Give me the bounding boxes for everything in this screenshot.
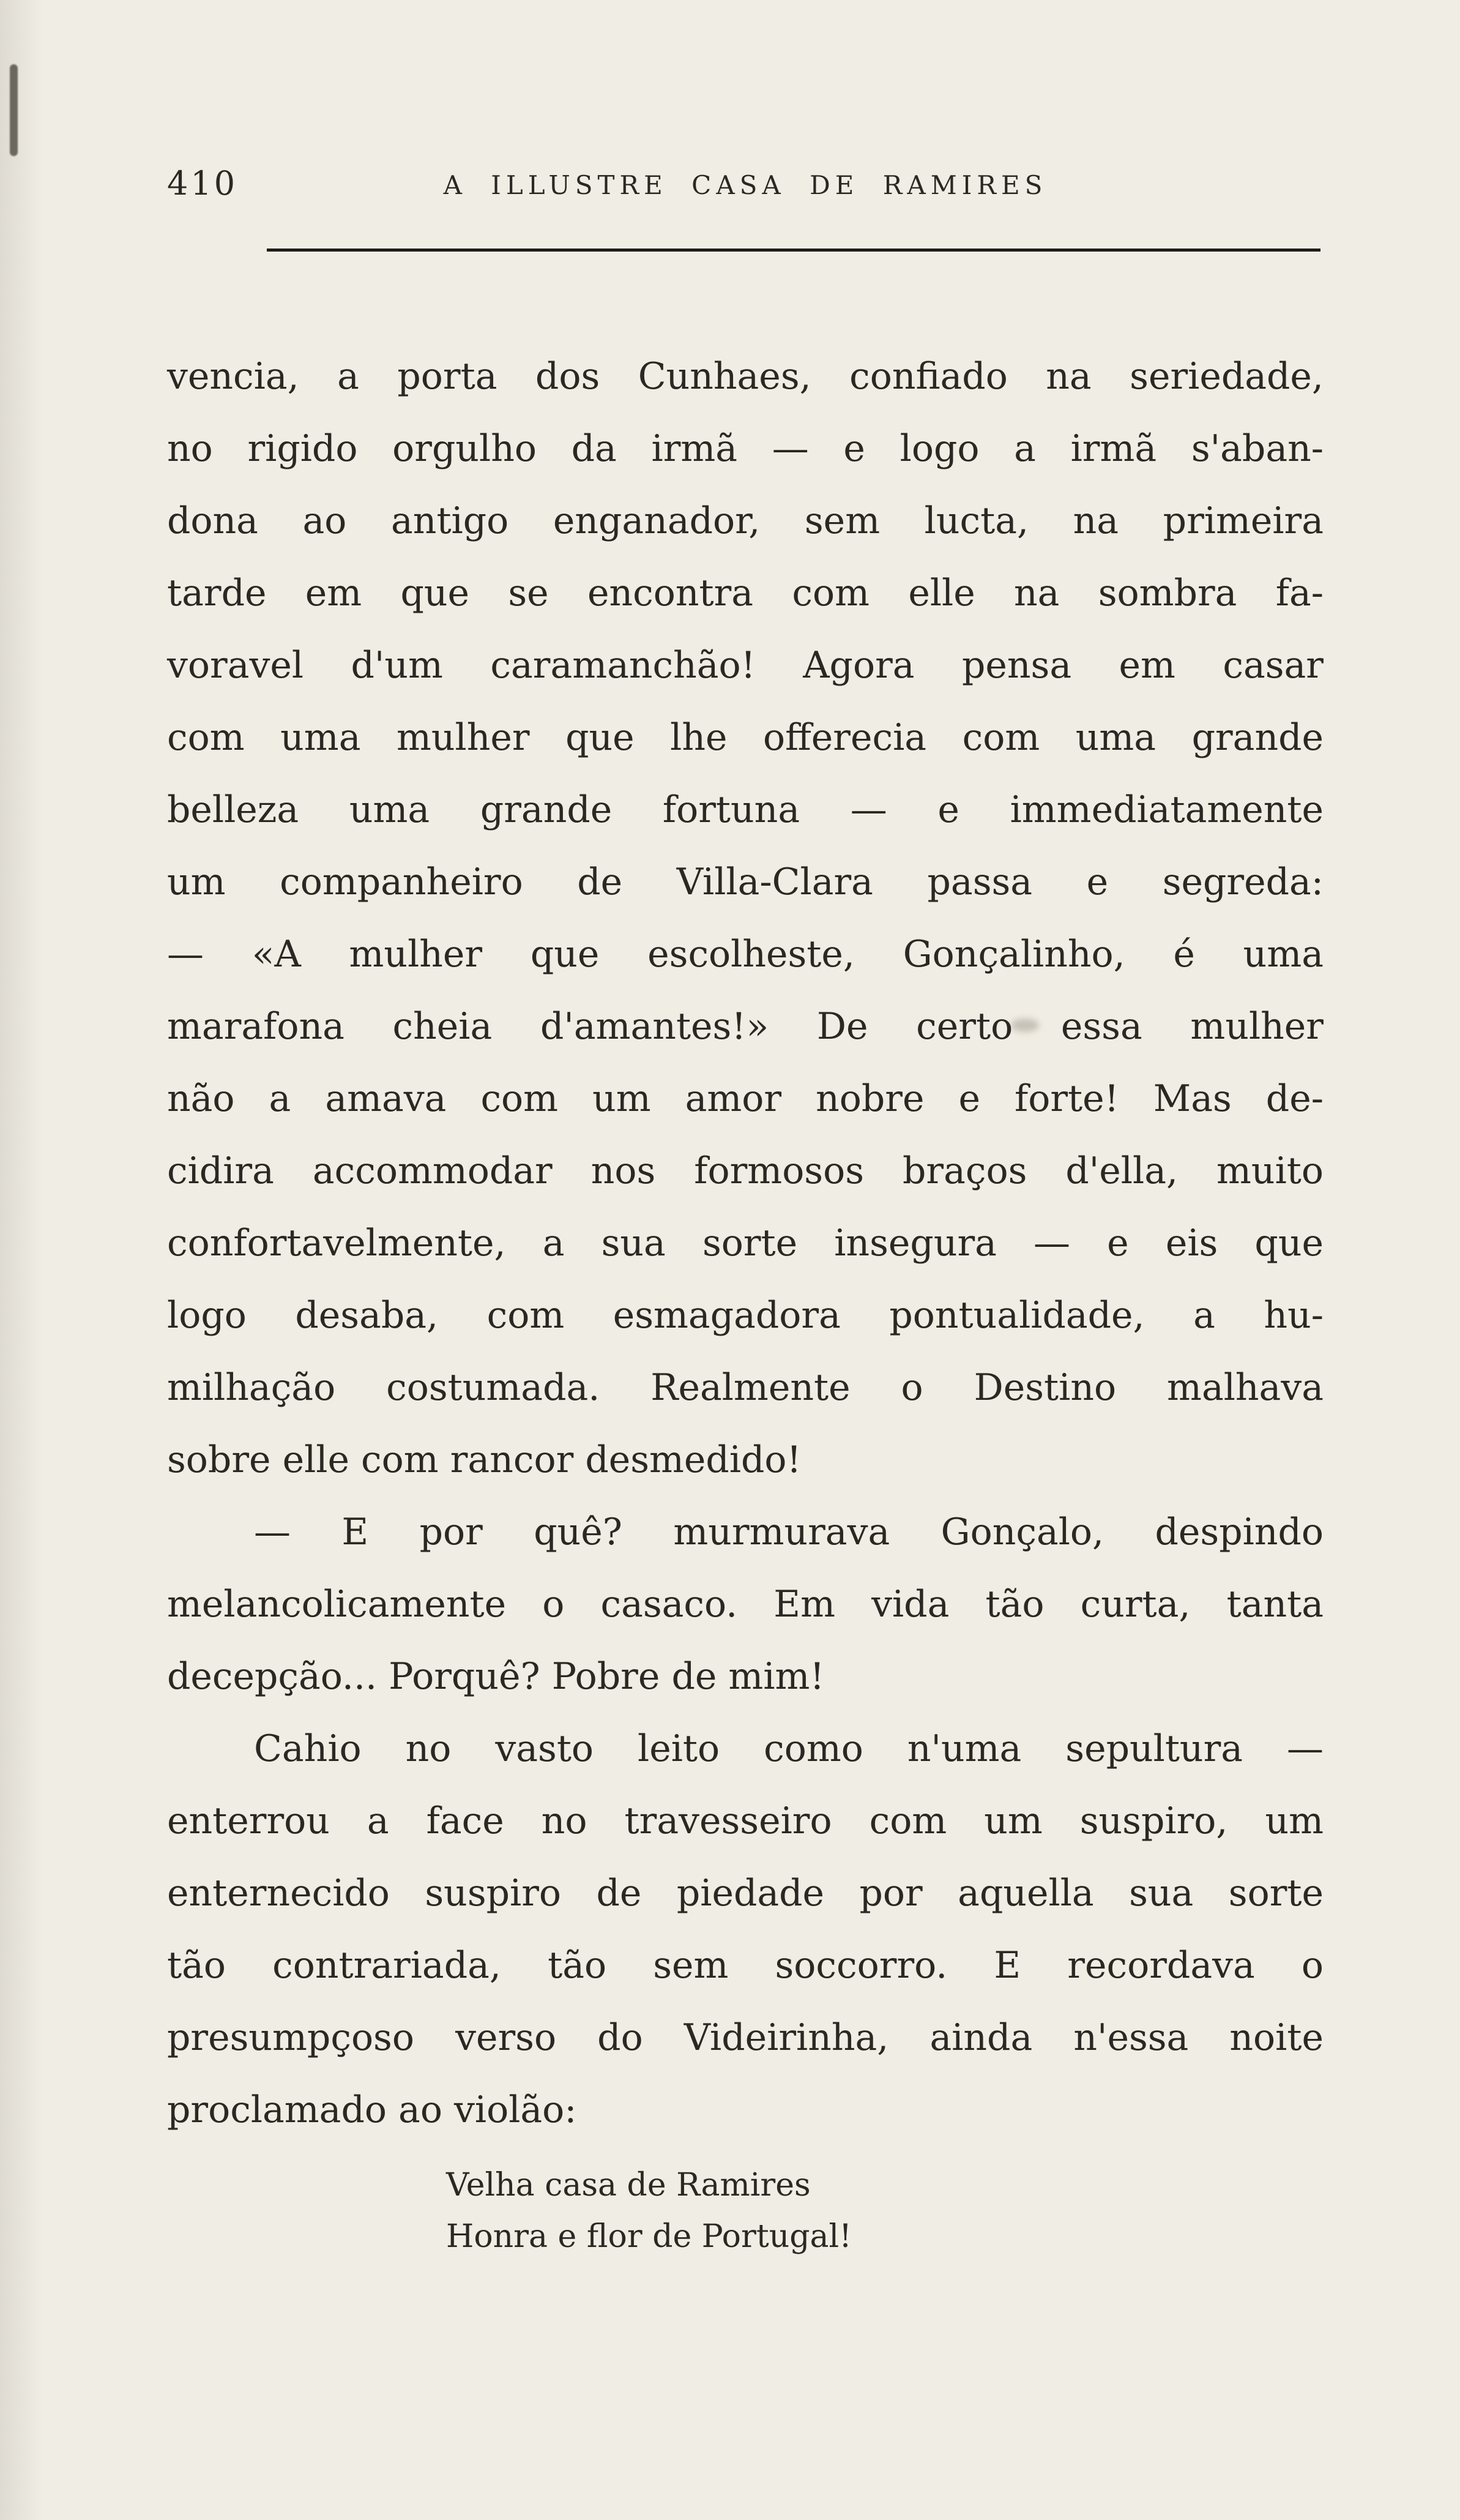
text-line: no rigido orgulho da irmã — e logo a irmã s'aban- [167, 427, 1324, 470]
text-line: cidira accommodar nos formosos braços d'ella, muito [167, 1150, 1324, 1192]
verse-line: Honra e flor de Portugal! [446, 2218, 852, 2255]
text-line: proclamado ao violão: [167, 2088, 577, 2131]
text-line: vencia, a porta dos Cunhaes, confiado na seriedade, [167, 355, 1324, 398]
text-line: — «A mulher que escolheste, Gonçalinho, é uma [167, 933, 1324, 976]
running-title: A ILLUSTRE CASA DE RAMIRES [443, 170, 1048, 200]
text-line: melancolicamente o casaco. Em vida tão curta, tanta [167, 1583, 1324, 1626]
page-number: 410 [167, 164, 238, 203]
text-line: belleza uma grande fortuna — e immediatamente [167, 788, 1324, 831]
text-line: não a amava com um amor nobre e forte! Mas de- [167, 1077, 1324, 1120]
text-line: presumpçoso verso do Videirinha, ainda n'essa noite [167, 2016, 1324, 2059]
text-line: marafona cheia d'amantes!» De certo essa mulher [167, 1005, 1324, 1048]
page-edge-shade [0, 0, 43, 2520]
text-line: decepção... Porquê? Pobre de mim! [167, 1655, 825, 1698]
text-line: logo desaba, com esmagadora pontualidade, a hu- [167, 1294, 1324, 1337]
text-line: tarde em que se encontra com elle na sombra fa- [167, 572, 1324, 615]
text-line: Cahio no vasto leito como n'uma sepultura — [254, 1727, 1324, 1770]
text-line: enternecido suspiro de piedade por aquella sua sorte [167, 1872, 1324, 1915]
header-rule [267, 249, 1320, 252]
text-line: sobre elle com rancor desmedido! [167, 1438, 802, 1481]
text-line: tão contrariada, tão sem soccorro. E recordava o [167, 1944, 1324, 1987]
text-line: um companheiro de Villa-Clara passa e segreda: [167, 861, 1324, 903]
text-line: dona ao antigo enganador, sem lucta, na primeira [167, 499, 1324, 542]
text-line: confortavelmente, a sua sorte insegura — e eis que [167, 1222, 1324, 1265]
text-line: milhação costumada. Realmente o Destino malhava [167, 1366, 1324, 1409]
body-text [167, 340, 1324, 2262]
page-header [167, 164, 1324, 213]
text-line: com uma mulher que lhe offerecia com uma grande [167, 716, 1324, 759]
verse-block [446, 2159, 1324, 2262]
verse-line: Velha casa de Ramires [446, 2167, 811, 2204]
text-line: voravel d'um caramanchão! Agora pensa em casar [167, 644, 1324, 687]
scan-artifact [10, 64, 18, 156]
text-line: enterrou a face no travesseiro com um suspiro, um [167, 1800, 1324, 1842]
text-line: — E por quê? murmurava Gonçalo, despindo [254, 1511, 1324, 1554]
